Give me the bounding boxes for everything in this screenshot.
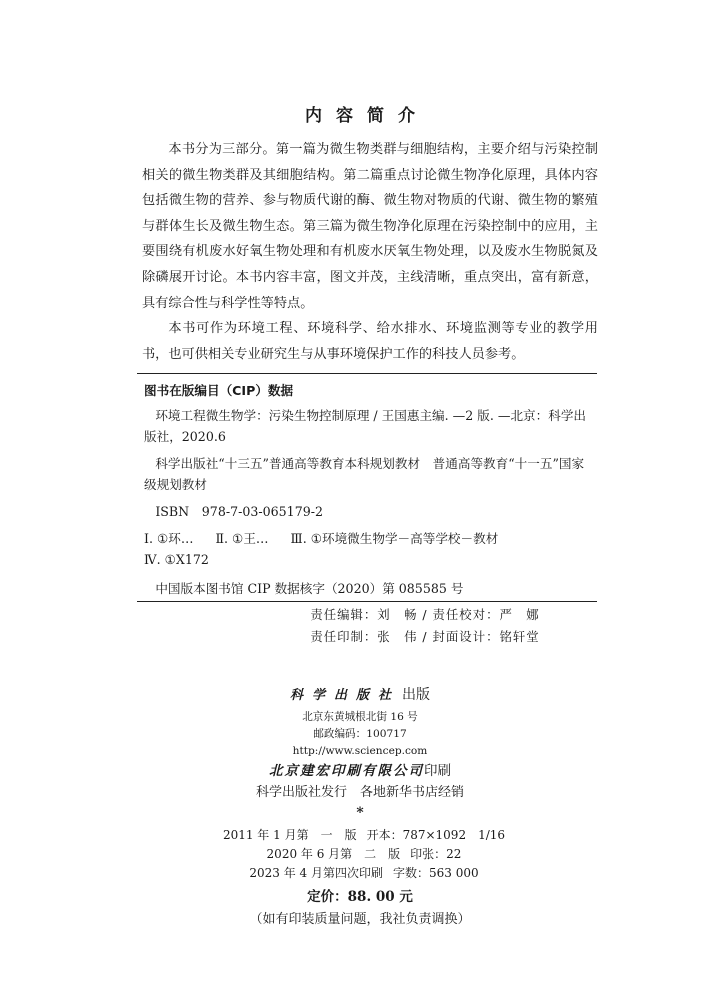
distribution-line: 科学出版社发行 各地新华书店经销 [255, 785, 464, 800]
cip-verification: 中国版本图书馆 CIP 数据核字（2020）第 085585 号 [155, 581, 464, 596]
publisher-line [0, 682, 720, 709]
cip-class-ii: Ⅱ. ①王… [215, 531, 269, 546]
edition-info-value: 开本：787×1092 1/16 [366, 828, 506, 842]
separator-star: * [356, 805, 364, 821]
imprint-block [0, 682, 720, 931]
printer-suffix: 印刷 [424, 763, 451, 779]
edition-info-value: 字数：563 000 [393, 866, 479, 880]
cip-isbn: ISBN 978-7-03-065179-2 [155, 504, 323, 519]
publisher-suffix: 出版 [402, 687, 430, 703]
edition-info-value: 印张：22 [410, 847, 462, 861]
price: 定价：88. 00 元 [307, 889, 413, 905]
cip-class-i: Ⅰ. ①环… [144, 531, 194, 546]
staff-credits [0, 604, 720, 648]
intro-title: 内容简介 [305, 106, 429, 126]
cip-classification [144, 528, 596, 570]
intro-paragraph: 本书分为三部分。第一篇为微生物类群与细胞结构，主要介绍与污染控制相关的微生物类群及其细胞结构。第二篇重点讨论微生物净化原理，具体内容包括微生物的营养、参与物质代谢的酶、微生物对物质的代谢、微生物的繁殖与群体生长及微生物生态。第三篇为微生物净化原理在污染控制中的应用，主要围绕有机废水好氧生物处理和有机废水厌氧生物处理，以及废水生物脱氮及除磷展开讨论。本书内容丰富，图文并茂，主线清晰，重点突出，富有新意，具有综合性与科学性等特点。 [142, 142, 598, 311]
publisher-logo: 科学出版社 [289, 688, 400, 703]
cip-classification-row [144, 528, 596, 549]
quality-note: （如有印装质量问题，我社负责调换） [249, 912, 471, 927]
edition-info [0, 826, 720, 883]
cip-bibliography: 环境工程微生物学：污染生物控制原理 / 王国惠主编. —2 版. —北京：科学出版社，2020.6 [144, 408, 587, 444]
publisher-postcode: 邮政编码：100717 [313, 728, 407, 740]
divider-top [137, 373, 597, 374]
cip-series: 科学出版社“十三五”普通高等教育本科规划教材 普通高等教育“十一五”国家级规划教材 [144, 456, 585, 492]
cip-data-block [144, 380, 596, 599]
edition-date: 2011 年 1 月第 一 版 [222, 828, 357, 842]
edition-row [0, 826, 720, 845]
intro-paragraph: 本书可作为环境工程、环境科学、给水排水、环境监测等专业的教学用书，也可供相关专业研究生与从事环境保护工作的科技人员参考。 [142, 321, 598, 362]
publisher-address: 北京东黄城根北街 16 号 [302, 711, 418, 723]
publisher-website: http://www.sciencep.com [292, 745, 428, 757]
intro-text [142, 137, 598, 367]
edition-row [0, 864, 720, 883]
cip-heading: 图书在版编目（CIP）数据 [144, 383, 294, 398]
printer-logo: 北京建宏印刷有限公司 [269, 763, 424, 779]
cip-class-iii: Ⅲ. ①环境微生物学－高等学校－教材 [290, 531, 499, 546]
staff-line: 责任印制：张 伟 / 封面设计：铭轩堂 [310, 629, 540, 644]
edition-date: 2023 年 4 月第四次印刷 [249, 866, 383, 880]
divider-bottom [137, 601, 597, 602]
printer-line [0, 760, 720, 782]
edition-row [0, 845, 720, 864]
staff-line: 责任编辑：刘 畅 / 责任校对：严 娜 [310, 607, 540, 622]
edition-date: 2020 年 6 月第 二 版 [266, 847, 401, 861]
cip-class-iv: Ⅳ. ①X172 [144, 552, 209, 567]
